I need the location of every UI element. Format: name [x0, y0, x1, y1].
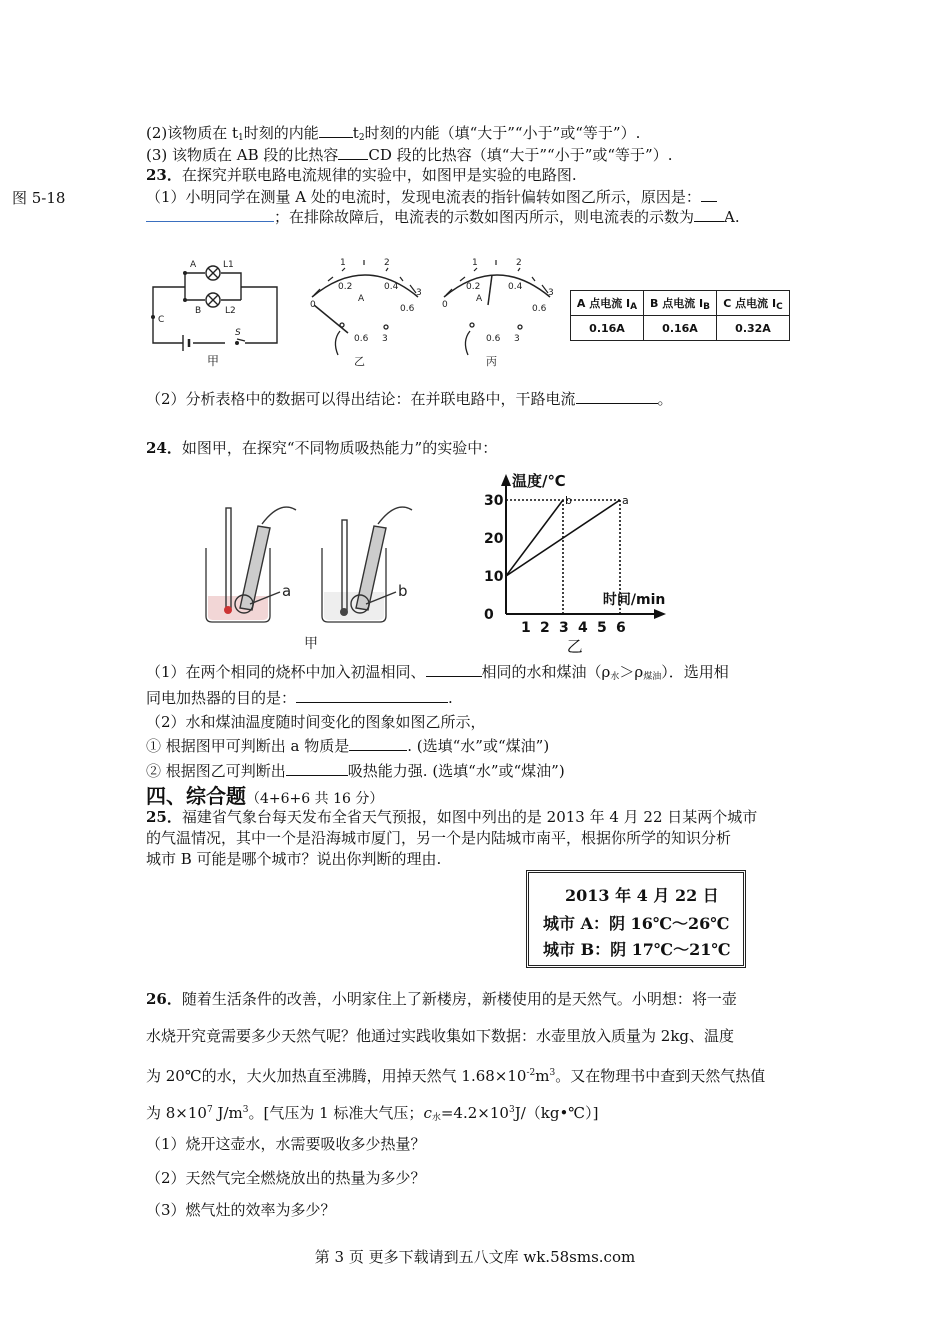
q24-intro: 24．如图甲，在探究“不同物质吸热能力”的实验中： [146, 439, 498, 457]
label-c: C [158, 315, 165, 325]
blank[interactable] [338, 145, 368, 160]
y-tick-label: 0 [484, 607, 494, 623]
weather-box [526, 870, 746, 968]
svg-text:0.6: 0.6 [486, 334, 501, 344]
y-tick-label: 10 [484, 569, 504, 585]
svg-text:2: 2 [384, 258, 390, 268]
label-l2: L2 [225, 306, 236, 316]
label-a: A [190, 260, 197, 270]
weather-city-a: 城市 A：阴 16℃～26℃ [543, 914, 730, 933]
blank[interactable] [701, 187, 717, 202]
label-a: a [282, 582, 292, 600]
y-axis-arrow [501, 474, 511, 486]
svg-text:0: 0 [310, 300, 316, 310]
table-header: A 点电流 $I_A$ [571, 291, 644, 316]
weather-date: 2013 年 4 月 22 日 [565, 886, 719, 905]
table-row [571, 316, 790, 341]
beakers-caption: 甲 [304, 636, 318, 652]
svg-text:0.4: 0.4 [508, 282, 523, 292]
page-footer: 第 3 页 更多下载请到五八文库 wk.58sms.com [314, 1248, 636, 1266]
label-s: S [235, 328, 241, 338]
x-tick-label: 6 [616, 620, 626, 636]
series-point-label: a [622, 494, 629, 507]
svg-text:1: 1 [472, 258, 478, 268]
series-line-b [506, 500, 563, 576]
circuit-diagram [145, 255, 285, 370]
table-row [571, 291, 790, 316]
q25-line2: 的气温情况，其中一个是沿海城市厦门，另一个是内陆城市南平，根据你所学的知识分析 [146, 829, 732, 847]
q25-line1: 25．福建省气象台每天发布全省天气预报，如图中列出的是 2013 年 4 月 22 日某两个城市 [146, 808, 758, 826]
blank[interactable] [576, 389, 658, 404]
table-cell: 0.16A [644, 316, 717, 341]
svg-text:0.2: 0.2 [466, 282, 481, 292]
blank[interactable] [296, 688, 448, 703]
circuit-caption: 甲 [207, 354, 220, 368]
blank[interactable] [319, 123, 353, 138]
label-b: b [398, 582, 408, 600]
q26-s2: （2）天然气完全燃烧放出的热量为多少？ [146, 1169, 426, 1187]
chart-caption: 乙 [566, 637, 583, 656]
ammeter-yi [300, 255, 430, 370]
y-tick-label: 20 [484, 531, 504, 547]
svg-text:乙: 乙 [354, 355, 365, 368]
temperature-chart [470, 466, 700, 656]
q22-line3: (3) 该物质在 AB 段的比热容 CD 段的比热容（填“大于”“小于”或“等于”）. [146, 146, 673, 164]
beakers-figure [200, 500, 430, 655]
side-figure-label: 图 5-18 [12, 189, 66, 207]
q23-p1-line1: （1）小明同学在测量 A 处的电流时，发现电流表的指针偏转如图乙所示，原因是： [146, 187, 717, 207]
current-table [570, 290, 790, 341]
blank[interactable] [426, 662, 482, 677]
q25-line3: 城市 B 可能是哪个城市？说出你判断的理由. [146, 850, 442, 868]
y-tick-label: 30 [484, 493, 504, 509]
svg-text:0: 0 [442, 300, 448, 310]
q26-s3: （3）燃气灶的效率为多少？ [146, 1201, 336, 1219]
section-four-heading: 四、综合题（4+6+6 共 16 分） [146, 784, 384, 808]
q26-s1: （1）烧开这壶水，水需要吸收多少热量？ [146, 1135, 426, 1153]
svg-text:0.4: 0.4 [384, 282, 399, 292]
x-axis-label: 时间/min [602, 592, 666, 608]
table-header: C 点电流 $I_C$ [717, 291, 790, 316]
q23-p2: （2）分析表格中的数据可以得出结论：在并联电路中，干路电流 。 [146, 390, 673, 408]
svg-text:0.2: 0.2 [338, 282, 353, 292]
x-axis-arrow [654, 609, 666, 619]
x-tick-label: 1 [521, 620, 531, 636]
label-l1: L1 [223, 260, 234, 270]
q26-line2: 水烧开究竟需要多少天然气呢？他通过实践收集如下数据：水壶里放入质量为 2kg、温度 [146, 1027, 735, 1045]
svg-text:3: 3 [548, 288, 554, 298]
blank[interactable] [694, 207, 724, 222]
blank[interactable] [286, 761, 348, 776]
blank[interactable] [349, 736, 407, 751]
q24-p4: ② 根据图乙可判断出 吸热能力强. (选填“水”或“煤油”) [146, 762, 565, 780]
q24-p1-line1: （1）在两个相同的烧杯中加入初温相同、 相同的水和煤油$(\rho_水>\rho_{煤油})$．选用相 [146, 663, 729, 682]
table-cell: 0.32A [717, 316, 790, 341]
svg-text:A: A [358, 294, 365, 304]
q26-line3: 为 20℃的水，大火加热直至沸腾，用掉天然气 $1.68\times 10^{-2}m^3$。又在物理书中查到天然气热值 [146, 1067, 766, 1085]
x-tick-label: 2 [540, 620, 550, 636]
blank[interactable] [146, 207, 274, 222]
q24-p2: （2）水和煤油温度随时间变化的图象如图乙所示， [146, 713, 486, 731]
ammeter-bing [432, 255, 562, 370]
svg-text:A: A [476, 294, 483, 304]
x-tick-label: 4 [578, 620, 588, 636]
q26-line1: 26．随着生活条件的改善，小明家住上了新楼房，新楼使用的是天然气。小明想：将一壶 [146, 990, 737, 1008]
svg-text:3: 3 [382, 334, 388, 344]
series-point-label: b [565, 494, 572, 507]
y-axis-label: 温度/℃ [512, 472, 566, 490]
q22-line2: (2)该物质在 $t_1$时刻的内能 $t_2$时刻的内能（填“大于”“小于”或“等于”）. [146, 124, 641, 143]
svg-text:0.6: 0.6 [354, 334, 369, 344]
svg-text:丙: 丙 [486, 355, 497, 368]
weather-city-b: 城市 B：阴 17℃～21℃ [543, 940, 731, 959]
x-tick-label: 3 [559, 620, 569, 636]
q23-p1-line2: ；在排除故障后，电流表的示数如图丙所示，则电流表的示数为 A. [146, 207, 740, 227]
q24-p1-line2: 同电加热器的目的是： . [146, 689, 453, 707]
table-cell: 0.16A [571, 316, 644, 341]
svg-text:0.6: 0.6 [532, 304, 547, 314]
label-b: B [195, 306, 202, 316]
q24-p3: ① 根据图甲可判断出 a 物质是 . (选填“水”或“煤油”) [146, 737, 550, 755]
q26-line4: 为 $8\times 10^7$ $J/m^3$。[气压为 1 标准大气压；$c_水=4.2\times 10^3J/(kg•℃)$] [146, 1104, 599, 1123]
q23-intro: 23．在探究并联电路电流规律的实验中，如图甲是实验的电路图. [146, 166, 577, 184]
svg-text:3: 3 [416, 288, 422, 298]
svg-text:1: 1 [340, 258, 346, 268]
x-tick-label: 5 [597, 620, 607, 636]
table-header: B 点电流 $I_B$ [644, 291, 717, 316]
svg-text:3: 3 [514, 334, 520, 344]
svg-text:0.6: 0.6 [400, 304, 415, 314]
svg-text:2: 2 [516, 258, 522, 268]
